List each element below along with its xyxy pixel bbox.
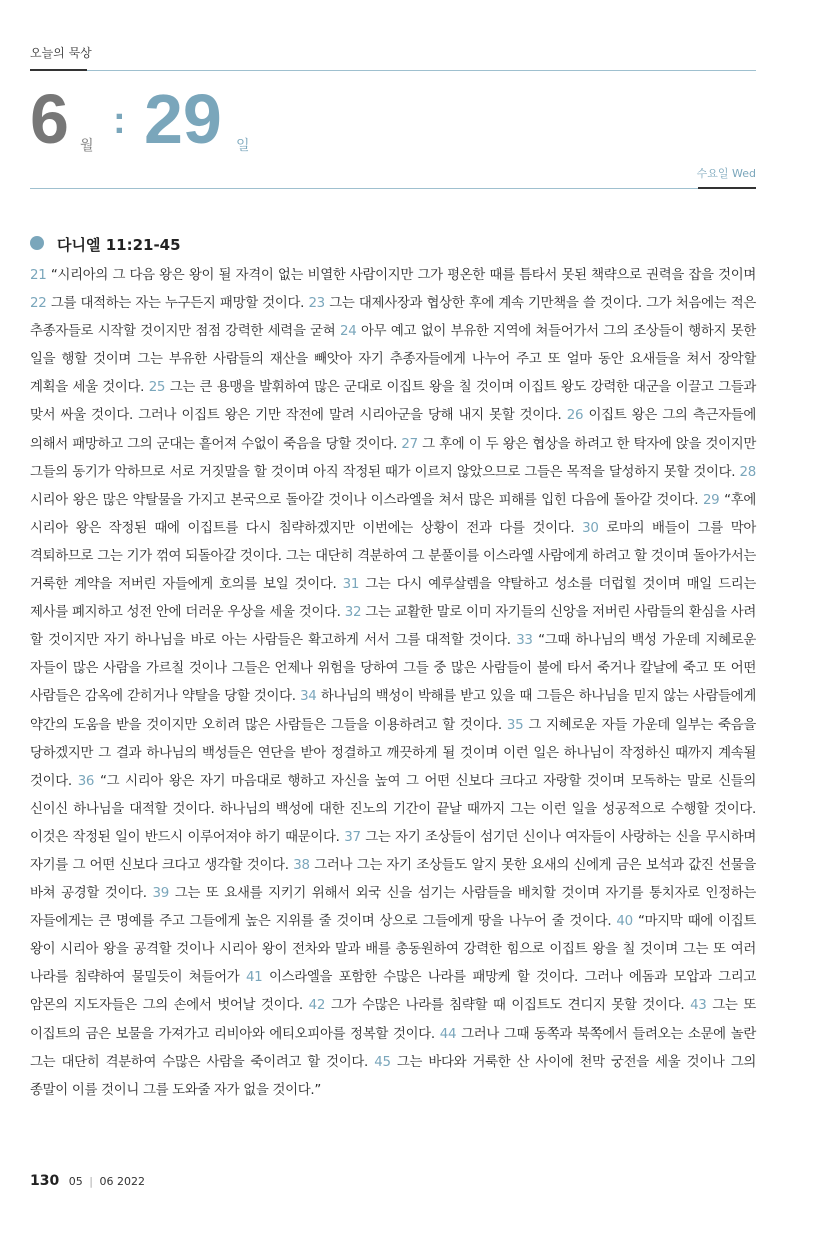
scripture-body [30, 262, 756, 1105]
verse-number: 36 [77, 773, 95, 789]
verse-number: 35 [506, 717, 524, 733]
verse-text: 하나님의 백성이 박해를 받고 있을 때 그들은 하나님을 믿지 않는 사람들에게 약간의 도움을 받을 것이지만 오히려 많은 사람들은 그들을 이용하려고 할 것이다. [30, 689, 756, 733]
verse-text: 그는 교활한 말로 이미 자기들의 신앙을 저버린 사람들의 환심을 사려 할 것이지만 자기 하나님을 바로 아는 사람들은 확고하게 서서 그를 대적할 것이다. [30, 605, 756, 649]
verse-number: 23 [308, 296, 325, 312]
verse-text: 그 지혜로운 자들 가운데 일부는 죽음을 당하겠지만 그 결과 하나님의 백성들은 연단을 받아 정결하고 깨끗하게 될 것이며 이런 일은 하나님이 작정하신 때까지 계속될 것이다. [30, 717, 756, 789]
verse-text: 그는 또 요새를 지키기 위해서 외국 신을 섬기는 사람들을 배치할 것이며 자기를 통치자로 인정하는 자들에게는 큰 명예를 주고 그들에게 높은 지위를 줄 것이며 상으로 그들에게 땅을 나누어 줄 것이다. [30, 886, 756, 930]
page-number: 130 [30, 1173, 60, 1189]
weekday-underline [698, 187, 756, 189]
date-month: 6 [30, 80, 69, 158]
issue-date: 06 2022 [99, 1175, 145, 1188]
verse-number: 44 [439, 1026, 457, 1042]
verse-text: “마지막 때에 이집트 왕이 시리아 왕을 공격할 것이나 시리아 왕이 전차와 말과 배를 총동원하여 강력한 힘으로 이집트 왕을 칠 것이며 그는 또 여러 나라를 침략하여 물밀듯이 쳐들어가 [30, 914, 757, 986]
verse-text: 이집트 왕은 그의 측근자들에 의해서 패망하고 그의 군대는 흩어져 수없이 죽음을 당할 것이다. [30, 408, 756, 452]
verse-text: 이스라엘을 포함한 수많은 나라를 패망케 할 것이다. 그러나 에돔과 모압과 그리고 암몬의 지도자들은 그의 손에서 벗어날 것이다. [30, 970, 756, 1014]
verse-number: 42 [308, 998, 326, 1014]
verse-text: 시리아 왕은 많은 약탈물을 가지고 본국으로 돌아갈 것이나 이스라엘을 쳐서 많은 피해를 입힌 다음에 돌아갈 것이다. [30, 492, 703, 508]
date-month-unit: 월 [80, 138, 94, 154]
issue-month: 05 [68, 1175, 83, 1188]
verse-number: 43 [690, 998, 707, 1014]
verse-number: 24 [340, 324, 357, 340]
verse-text: “시리아의 그 다음 왕은 왕이 될 자격이 없는 비열한 사람이지만 그가 평온한 때를 틈타서 못된 책략으로 권력을 잡을 것이며 [46, 268, 756, 283]
section-underline [30, 69, 87, 71]
date-colon: : [113, 100, 126, 142]
issue-separator: | [89, 1175, 93, 1188]
verse-text: 그는 다시 예루살렘을 약탈하고 성소를 더럽힐 것이며 매일 드리는 제사를 폐지하고 성전 안에 더러운 우상을 세울 것이다. [30, 577, 756, 621]
weekday-label: 수요일 Wed [696, 167, 756, 180]
date-day: 29 [144, 80, 222, 158]
page-footer [30, 1173, 145, 1189]
verse-number: 39 [152, 886, 169, 902]
verse-text: 그는 대제사장과 협상한 후에 계속 기만책을 쓸 것이다. 그가 처음에는 적은 추종자들로 시작할 것이지만 점점 강력한 세력을 굳혀 [30, 296, 756, 340]
verse-number: 32 [344, 605, 362, 621]
verse-text: 그러나 그는 자기 조상들도 알지 못한 요새의 신에게 금은 보석과 값진 선물을 바쳐 공경할 것이다. [30, 857, 756, 902]
section-label: 오늘의 묵상 [30, 46, 92, 60]
scripture-reference: 다니엘 11:21-45 [57, 236, 181, 254]
verse-number: 45 [374, 1054, 391, 1070]
verse-number: 41 [245, 970, 263, 986]
verse-text: 그 후에 이 두 왕은 협상을 하려고 한 탁자에 앉을 것이지만 그들의 동기가 악하므로 서로 거짓말을 할 것이며 아직 작정된 때가 이르지 않았으므로 그들은 목적을 달성하지 못할 것이다. [30, 436, 756, 480]
verse-text: “후에 시리아 왕은 작정된 때에 이집트를 다시 침략하겠지만 이번에는 상황이 전과 다를 것이다. [30, 492, 756, 536]
verse-number: 30 [582, 520, 599, 536]
verse-number: 40 [616, 914, 633, 930]
verse-number: 29 [702, 492, 720, 508]
verse-number: 21 [30, 268, 47, 283]
verse-number: 27 [401, 436, 418, 452]
verse-number: 34 [300, 689, 317, 705]
verse-text: 그는 자기 조상들이 섬기던 신이나 여자들이 사랑하는 신을 무시하며 자기를 그 어떤 신보다 크다고 생각할 것이다. [30, 829, 756, 873]
verse-number: 31 [342, 577, 360, 593]
verse-text: “그때 하나님의 백성 가운데 지혜로운 자들이 많은 사람을 가르칠 것이나 그들은 언제나 위험을 당하여 그들 중 많은 사람들이 불에 타서 죽거나 칼날에 죽고 또 어떤 사람들은 감옥에 갇히거나 약탈을 당할 것이다. [30, 633, 756, 705]
verse-text: 그는 바다와 거룩한 산 사이에 천막 궁전을 세울 것이나 그의 종말이 이를 것이니 그를 도와줄 자가 없을 것이다.” [30, 1054, 756, 1098]
header-divider [30, 188, 756, 189]
verse-text: 아무 예고 없이 부유한 지역에 쳐들어가서 그의 조상들이 행하지 못한 일을 행할 것이며 그는 부유한 사람들의 재산을 빼앗아 자기 추종자들에게 나누어 주고 또 얼마 동안 요새들을 쳐서 장악할 계획을 세울 것이다. [30, 324, 757, 396]
verse-text: 로마의 배들이 그를 막아 격퇴하므로 그는 기가 꺾여 되돌아갈 것이다. 그는 대단히 격분하여 그 분풀이를 이스라엘 사람에게 하려고 할 것이며 돌아가서는 거룩한 계약을 저버린 자들에게 호의를 보일 것이다. [30, 520, 756, 593]
verse-number: 38 [293, 857, 310, 873]
verse-number: 28 [739, 464, 756, 480]
verse-number: 22 [30, 296, 47, 312]
verse-number: 25 [148, 380, 166, 396]
verse-text: 그러나 그때 동쪽과 북쪽에서 들려오는 소문에 놀란 그는 대단히 격분하여 수많은 사람을 죽이려고 할 것이다. [30, 1026, 756, 1070]
verse-text: 그는 큰 용맹을 발휘하여 많은 군대로 이집트 왕을 칠 것이며 이집트 왕도 강력한 대군을 이끌고 그들과 맞서 싸울 것이다. 그러나 이집트 왕은 기만 작전에 말려 시리아군을 당해 내지 못할 것이다. [30, 380, 756, 424]
verse-number: 37 [344, 829, 361, 845]
verse-text: “그 시리아 왕은 자기 마음대로 행하고 자신을 높여 그 어떤 신보다 크다고 자랑할 것이며 모독하는 말로 신들의 신이신 하나님을 대적할 것이다. 하나님의 백성에 대한 진노의 기간이 끝날 때까지 그는 이런 일을 성공적으로 수행할 것이다. 이것은 작정된 일이 반드시 이루어져야 하기 때문이다. [30, 773, 756, 845]
verse-number: 33 [516, 633, 533, 649]
reference-bullet-icon [30, 236, 44, 250]
verse-text: 그는 또 이집트의 금은 보물을 가져가고 리비아와 에티오피아를 정복할 것이다. [30, 998, 756, 1042]
verse-text: 그를 대적하는 자는 누구든지 패망할 것이다. [46, 296, 309, 312]
date-day-unit: 일 [236, 138, 250, 154]
top-divider [87, 70, 756, 71]
verse-text: 그가 수많은 나라를 침략할 때 이집트도 견디지 못할 것이다. [325, 998, 691, 1014]
verse-number: 26 [566, 408, 584, 424]
